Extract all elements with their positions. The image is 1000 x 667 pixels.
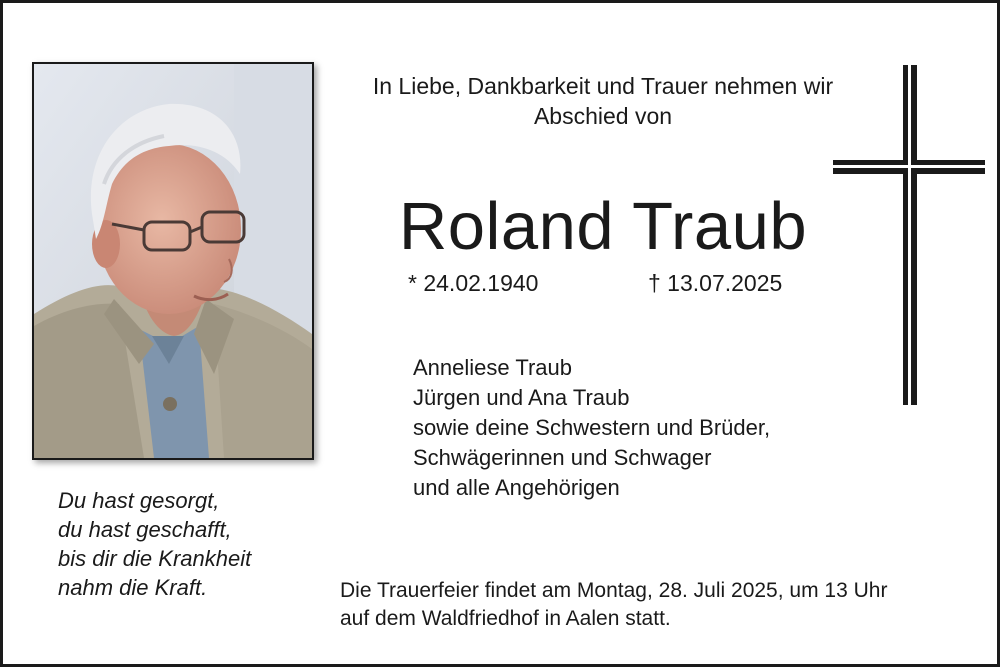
mourner-line: Schwägerinnen und Schwager	[413, 445, 712, 470]
mourner-line: und alle Angehörigen	[413, 475, 620, 500]
mourners-list	[413, 353, 770, 503]
ceremony-line: Die Trauerfeier findet am Montag, 28. Juli 2025, um 13 Uhr	[340, 579, 888, 602]
mourner-line: sowie deine Schwestern und Brüder,	[413, 415, 771, 440]
poem-line: bis dir die Krankheit	[58, 546, 252, 571]
deceased-name: Roland Traub	[398, 189, 808, 264]
birth-date: * 24.02.1940	[408, 270, 539, 296]
ceremony-line: auf dem Waldfriedhof in Aalen statt.	[340, 607, 671, 630]
poem	[58, 486, 251, 602]
portrait-photo	[32, 62, 314, 460]
ceremony-info	[340, 577, 887, 633]
poem-line: nahm die Kraft.	[58, 575, 208, 600]
poem-line: du hast geschafft,	[58, 517, 232, 542]
mourner-line: Anneliese Traub	[413, 355, 572, 380]
intro-line: Abschied von	[533, 103, 673, 129]
portrait-illustration	[34, 64, 312, 458]
poem-line: Du hast gesorgt,	[58, 488, 220, 513]
mourner-line: Jürgen und Ana Traub	[413, 385, 630, 410]
portrait-frame	[32, 62, 314, 460]
intro-line: In Liebe, Dankbarkeit und Trauer nehmen wir	[372, 73, 834, 99]
intro-text	[323, 71, 883, 131]
death-date: † 13.07.2025	[648, 270, 783, 296]
cross-icon	[831, 63, 987, 408]
